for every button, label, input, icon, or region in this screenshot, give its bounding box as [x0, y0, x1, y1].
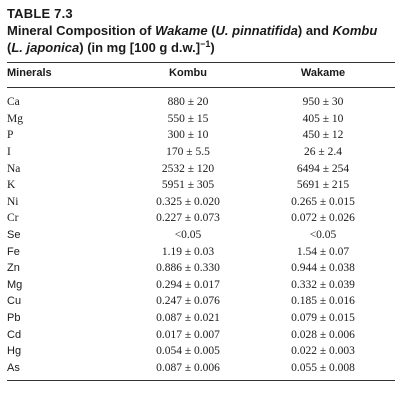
mineral-table [7, 63, 395, 79]
wakame-value-cell: 0.944 ± 0.038 [291, 262, 355, 275]
wakame-value-cell: 6494 ± 254 [296, 162, 350, 175]
kombu-value-cell: 0.017 ± 0.007 [156, 328, 220, 341]
kombu-value-cell: 0.087 ± 0.006 [156, 361, 220, 374]
kombu-value-cell: 0.247 ± 0.076 [156, 295, 220, 308]
kombu-value-cell: <0.05 [174, 229, 202, 242]
wakame-value-cell: 26 ± 2.4 [304, 146, 342, 159]
wakame-value-cell: 0.332 ± 0.039 [291, 278, 355, 291]
wakame-value-cell: 0.055 ± 0.008 [291, 361, 355, 374]
wakame-value-cell: 0.028 ± 0.006 [291, 328, 355, 341]
table-row [7, 293, 395, 310]
mineral-cell: Hg [7, 345, 22, 358]
caption-wakame: Wakame [155, 23, 208, 38]
mineral-cell: Na [7, 162, 21, 175]
mineral-cell: K [7, 179, 16, 192]
caption-text-6: ) [210, 40, 215, 55]
caption-text-5: ) (in mg [100 g d.w.] [79, 40, 201, 55]
caption-kombu-scientific: L. japonica [11, 40, 80, 55]
caption-text-4: ( [7, 40, 12, 55]
table-label: TABLE 7.3 [7, 6, 73, 21]
mineral-cell: P [7, 129, 14, 142]
bottom-rule [7, 380, 395, 381]
mineral-cell: Ni [7, 195, 19, 208]
wakame-value-cell: 5691 ± 215 [296, 179, 350, 192]
caption-text-2: ( [207, 23, 216, 38]
table-row [7, 210, 395, 227]
wakame-value-cell: 0.079 ± 0.015 [291, 312, 355, 325]
wakame-value-cell: 0.072 ± 0.026 [291, 212, 355, 225]
table-row [7, 277, 395, 294]
table-caption [7, 22, 395, 56]
kombu-value-cell: 1.19 ± 0.03 [161, 245, 215, 258]
kombu-value-cell: 170 ± 5.5 [166, 146, 210, 159]
mineral-cell: Ca [7, 96, 20, 109]
table-row [7, 94, 395, 111]
mineral-table-body [7, 94, 395, 376]
kombu-value-cell: 0.087 ± 0.021 [156, 312, 220, 325]
header-kombu: Kombu [169, 67, 207, 79]
kombu-value-cell: 550 ± 15 [167, 112, 209, 125]
kombu-value-cell: 5951 ± 305 [161, 179, 215, 192]
wakame-value-cell: 0.265 ± 0.015 [291, 195, 355, 208]
table-row [7, 111, 395, 128]
caption-superscript: −1 [200, 39, 211, 49]
kombu-value-cell: 0.294 ± 0.017 [156, 278, 220, 291]
wakame-value-cell: 950 ± 30 [302, 96, 344, 109]
mineral-cell: Fe [7, 245, 20, 258]
caption-kombu: Kombu [332, 23, 378, 38]
kombu-value-cell: 0.886 ± 0.330 [156, 262, 220, 275]
table-row [7, 194, 395, 211]
table-row [7, 227, 395, 244]
mineral-cell: Mg [7, 278, 23, 291]
kombu-value-cell: 2532 ± 120 [161, 162, 215, 175]
header-row [7, 63, 395, 79]
kombu-value-cell: 0.054 ± 0.005 [156, 345, 220, 358]
caption-text-1: Mineral Composition of [7, 23, 156, 38]
table-row [7, 343, 395, 360]
mineral-cell: As [7, 361, 20, 374]
kombu-value-cell: 0.227 ± 0.073 [156, 212, 220, 225]
table-row [7, 177, 395, 194]
table-container [7, 6, 395, 381]
mineral-cell: Pb [7, 312, 21, 325]
mineral-cell: Cu [7, 295, 22, 308]
mineral-cell: Se [7, 229, 21, 242]
kombu-value-cell: 880 ± 20 [167, 96, 209, 109]
table-row [7, 160, 395, 177]
kombu-value-cell: 300 ± 10 [167, 129, 209, 142]
header-wakame: Wakame [300, 67, 346, 79]
caption-text-3: ) and [297, 23, 333, 38]
header-minerals: Minerals [7, 67, 52, 79]
mineral-cell: Zn [7, 262, 20, 275]
table-row [7, 326, 395, 343]
table-row [7, 144, 395, 161]
wakame-value-cell: 0.185 ± 0.016 [291, 295, 355, 308]
table-row [7, 360, 395, 377]
wakame-value-cell: 450 ± 12 [302, 129, 344, 142]
table-row [7, 260, 395, 277]
wakame-value-cell: 405 ± 10 [302, 112, 344, 125]
table-row [7, 243, 395, 260]
caption-wakame-scientific: U. pinnatifida [215, 23, 298, 38]
table-row [7, 127, 395, 144]
mineral-cell: Cd [7, 328, 22, 341]
wakame-value-cell: 1.54 ± 0.07 [296, 245, 350, 258]
wakame-value-cell: 0.022 ± 0.003 [291, 345, 355, 358]
mineral-cell: Cr [7, 212, 19, 225]
wakame-value-cell: <0.05 [309, 229, 337, 242]
mineral-cell: Mg [7, 112, 23, 125]
table-row [7, 310, 395, 327]
mineral-cell: I [7, 146, 11, 159]
kombu-value-cell: 0.325 ± 0.020 [156, 195, 220, 208]
